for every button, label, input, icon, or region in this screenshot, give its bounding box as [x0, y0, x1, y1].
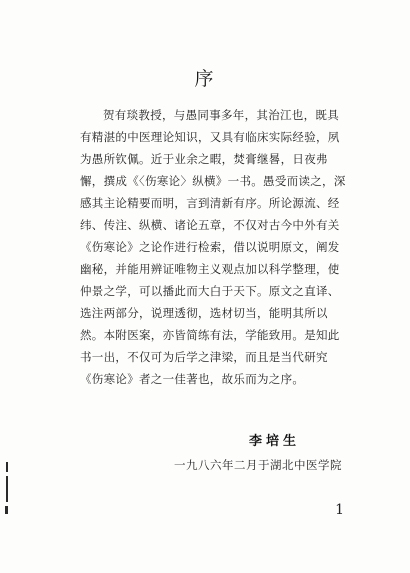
body-line: 纬、传注、纵横、诸论五章，不仅对古今中外有关	[80, 218, 340, 232]
body-line: 《伤寒论》者之一佳著也，故乐而为之序。	[80, 372, 305, 386]
preface-title: 序	[194, 68, 216, 90]
binding-mark	[5, 506, 8, 514]
binding-mark	[6, 476, 8, 502]
body-line: 幽秘，并能用辨证唯物主义观点加以科学整理，使	[80, 262, 340, 276]
preface-body	[80, 104, 348, 390]
body-line: 贺有琰教授，与愚同事多年，其治江也，既具	[103, 108, 339, 122]
binding-mark	[6, 462, 8, 472]
page-number: 1	[335, 502, 344, 518]
body-line: 《伤寒论》之论作进行检索，借以说明原文，阐发	[80, 240, 340, 254]
body-line: 为愚所钦佩。近于业余之暇，焚膏继晷，日夜弗	[80, 152, 328, 166]
date-line: 一九八六年二月于湖北中医学院	[174, 458, 342, 472]
body-line: 选注两部分，说理透彻，选材切当，能明其所以	[80, 306, 328, 320]
body-line: 仲景之学，可以播此而大白于天下。原文之直译、	[80, 284, 340, 298]
body-line: 有精湛的中医理论知识，又具有临床实际经验，夙	[80, 130, 340, 144]
body-line: 然。本附医案，亦皆简练有法，学能致用。是知此	[80, 328, 340, 342]
author-signature: 李培生	[248, 434, 300, 449]
body-line: 感其主论精要而明，言到清新有序。所论源流、经	[80, 196, 340, 210]
body-line: 懈，撰成《〈伤寒论〉纵横》一书。愚受而读之，深	[80, 174, 346, 188]
body-line: 书一出，不仅可为后学之津梁，而且是当代研究	[80, 350, 328, 364]
